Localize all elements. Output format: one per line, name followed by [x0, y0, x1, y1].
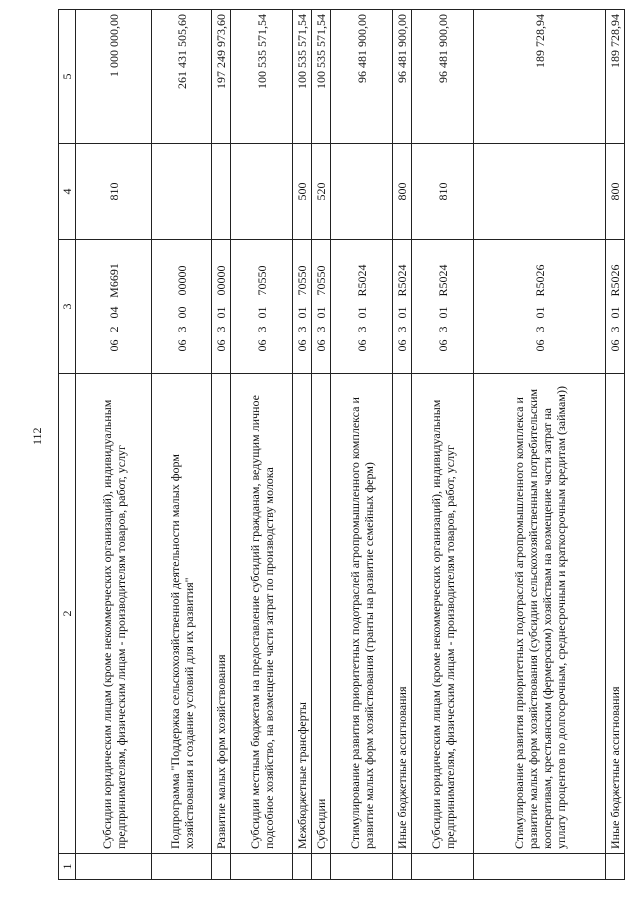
- row-number-cell: [231, 854, 293, 880]
- row-code: 06301R5026: [474, 240, 606, 374]
- row-amount: 100 535 571,54: [231, 10, 293, 144]
- header-col-2: 2: [59, 374, 76, 854]
- row-description: Субсидии юридическим лицам (кроме некоммерческих организаций), индивидуальным предпринимателям, физическим лицам - производителям товаров, работ, услуг: [76, 374, 152, 854]
- row-amount: 100 535 571,54: [293, 10, 312, 144]
- row-expense-type: 800: [606, 144, 625, 240]
- row-expense-type: 800: [393, 144, 412, 240]
- row-code: 06301R5026: [606, 240, 625, 374]
- row-number-cell: [606, 854, 625, 880]
- table-row: [212, 10, 231, 880]
- header-col-3: 3: [59, 240, 76, 374]
- row-amount: 96 481 900,00: [393, 10, 412, 144]
- row-number-cell: [412, 854, 474, 880]
- table-row: [474, 10, 606, 880]
- table-row: [331, 10, 393, 880]
- row-code: 0630170550: [312, 240, 331, 374]
- table-row: [412, 10, 474, 880]
- header-col-5: 5: [59, 10, 76, 144]
- row-code: 0630100000: [212, 240, 231, 374]
- row-description: Субсидии: [312, 374, 331, 854]
- budget-table: [58, 9, 625, 880]
- row-expense-type: 810: [412, 144, 474, 240]
- row-number-cell: [152, 854, 212, 880]
- row-description: Стимулирование развития приоритетных подотраслей агропромышленного комплекса и развитие малых форм хозяйствования (гранты на развитие семейных ферм): [331, 374, 393, 854]
- row-description: Иные бюджетные ассигнования: [393, 374, 412, 854]
- row-amount: 100 535 571,54: [312, 10, 331, 144]
- page-number: 112: [30, 427, 44, 445]
- row-number-cell: [293, 854, 312, 880]
- row-number-cell: [474, 854, 606, 880]
- row-description: Развитие малых форм хозяйствования: [212, 374, 231, 854]
- header-col-1: 1: [59, 854, 76, 880]
- row-amount: 96 481 900,00: [412, 10, 474, 144]
- row-expense-type: [331, 144, 393, 240]
- row-expense-type: 520: [312, 144, 331, 240]
- row-number-cell: [76, 854, 152, 880]
- table-row: [152, 10, 212, 880]
- row-amount: 1 000 000,00: [76, 10, 152, 144]
- row-amount: 197 249 973,60: [212, 10, 231, 144]
- row-code: 06301R5024: [393, 240, 412, 374]
- row-expense-type: [231, 144, 293, 240]
- table-row: [312, 10, 331, 880]
- table-row: [76, 10, 152, 880]
- row-code: 06301R5024: [412, 240, 474, 374]
- row-description: Субсидии юридическим лицам (кроме некоммерческих организаций), индивидуальным предпринимателям, физическим лицам - производителям товаров, работ, услуг: [412, 374, 474, 854]
- table-row: [393, 10, 412, 880]
- row-number-cell: [331, 854, 393, 880]
- row-code: 06204M6691: [76, 240, 152, 374]
- row-description: Подпрограмма "Поддержка сельскохозяйственной деятельности малых форм хозяйствования и создание условий для их развития": [152, 374, 212, 854]
- row-code: 0630170550: [293, 240, 312, 374]
- row-expense-type: [474, 144, 606, 240]
- row-description: Межбюджетные трансферты: [293, 374, 312, 854]
- row-code: 06301R5024: [331, 240, 393, 374]
- row-amount: 96 481 900,00: [331, 10, 393, 144]
- row-code: 0630000000: [152, 240, 212, 374]
- table-row: [293, 10, 312, 880]
- rotated-table-wrapper: [58, 10, 622, 880]
- row-description: Стимулирование развития приоритетных подотраслей агропромышленного комплекса и развитие малых форм хозяйствования (субсидии сельскохозяйственным потребительским кооперативам, крестьянским (фермерским) хозяйствам на возмещение части затрат на уплату процентов по долгосрочным, среднесрочным и краткосрочным кредитам (займам)): [474, 374, 606, 854]
- row-expense-type: 810: [76, 144, 152, 240]
- row-description: Субсидии местным бюджетам на предоставление субсидий гражданам, ведущим личное подсобное хозяйство, на возмещение части затрат по производству молока: [231, 374, 293, 854]
- row-amount: 189 728,94: [606, 10, 625, 144]
- row-expense-type: [212, 144, 231, 240]
- row-amount: 261 431 505,60: [152, 10, 212, 144]
- header-col-4: 4: [59, 144, 76, 240]
- table-row: [231, 10, 293, 880]
- row-description: Иные бюджетные ассигнования: [606, 374, 625, 854]
- table-row: [606, 10, 625, 880]
- row-expense-type: [152, 144, 212, 240]
- row-number-cell: [212, 854, 231, 880]
- row-expense-type: 500: [293, 144, 312, 240]
- row-number-cell: [393, 854, 412, 880]
- row-code: 0630170550: [231, 240, 293, 374]
- row-amount: 189 728,94: [474, 10, 606, 144]
- table-header-row: [59, 10, 76, 880]
- row-number-cell: [312, 854, 331, 880]
